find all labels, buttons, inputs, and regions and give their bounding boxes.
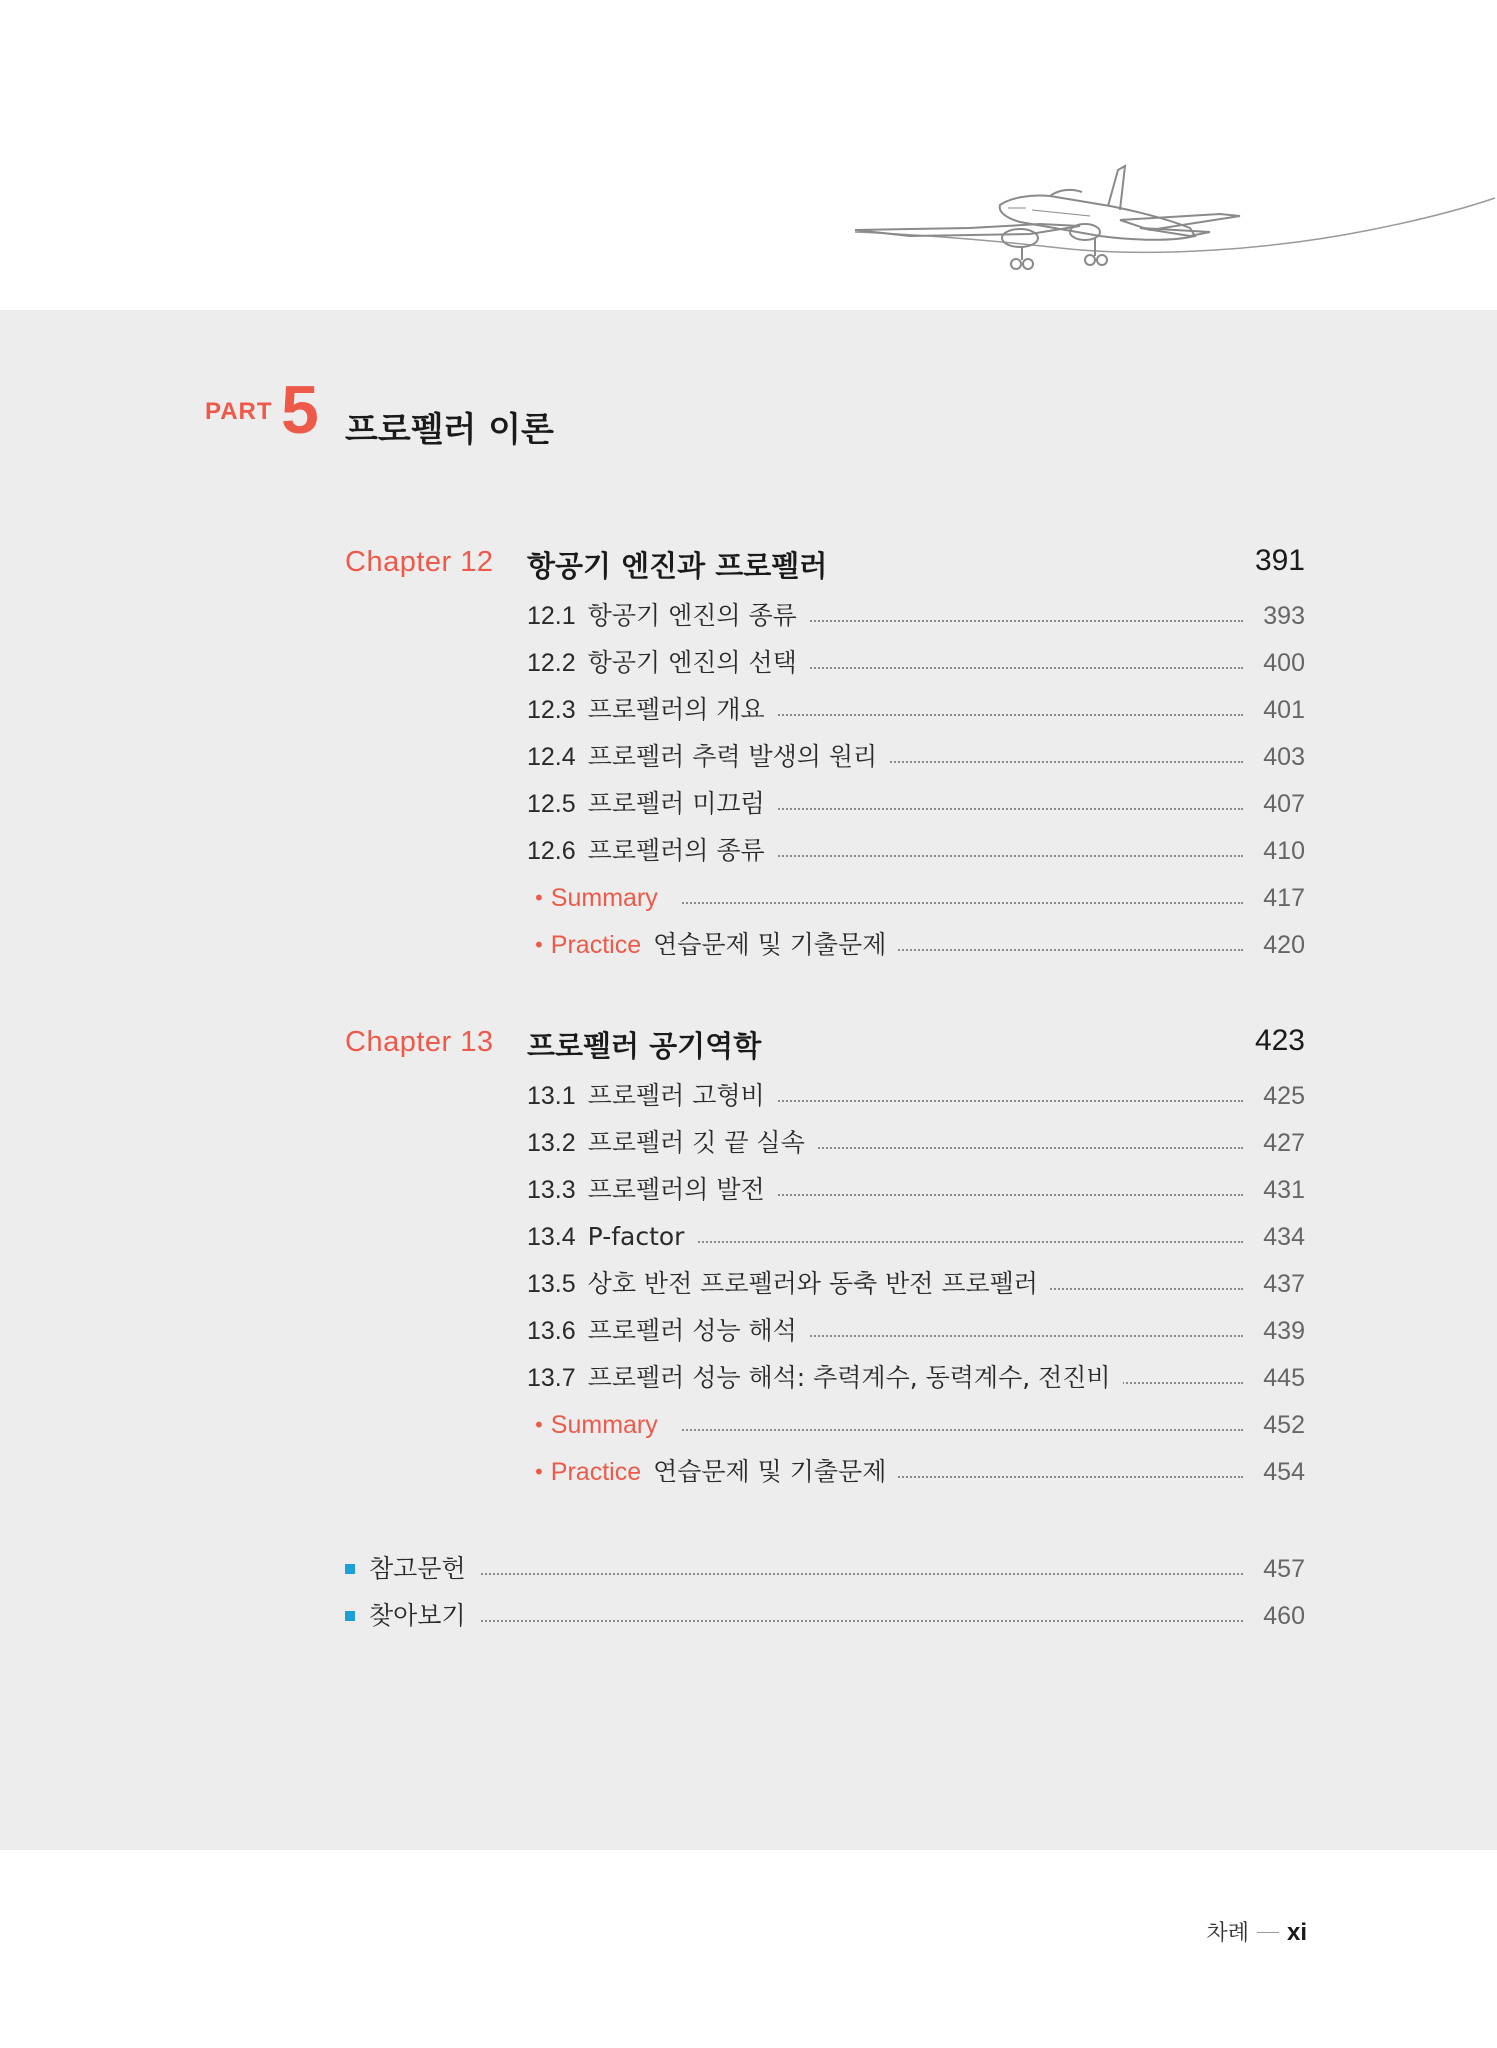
section-title: 프로펠러 추력 발생의 원리: [587, 742, 878, 771]
leader-dots: [345, 1620, 1243, 1622]
toc-entry[interactable]: [527, 1264, 1305, 1304]
footer-label: 차례: [1206, 1921, 1249, 1946]
section-page: 437: [1253, 1264, 1305, 1304]
appendix-page: 460: [1253, 1596, 1305, 1636]
toc-entry-practice[interactable]: [527, 925, 1305, 965]
section-page: 403: [1253, 737, 1305, 777]
section-number: 13.5: [527, 1270, 576, 1298]
practice-tag: Practice: [550, 931, 642, 959]
toc-entry[interactable]: [527, 690, 1305, 730]
section-title: 연습문제 및 기출문제: [653, 930, 887, 959]
footer-band: [0, 1850, 1497, 2048]
section-number: 12.2: [527, 649, 576, 677]
section-page: 434: [1253, 1217, 1305, 1257]
leader-dots: [345, 1573, 1243, 1575]
section-number: 13.1: [527, 1082, 576, 1110]
chapter-label: Chapter 12: [345, 546, 494, 578]
section-title: 항공기 엔진의 선택: [587, 648, 797, 677]
section-page: 407: [1253, 784, 1305, 824]
toc-entry[interactable]: [527, 643, 1305, 683]
chapter-title: 프로펠러 공기역학: [527, 1029, 762, 1063]
section-page: 439: [1253, 1311, 1305, 1351]
section-title: 항공기 엔진의 종류: [587, 601, 797, 630]
section-title: 프로펠러 성능 해석: 추력계수, 동력계수, 전진비: [587, 1363, 1111, 1392]
chapter-label: Chapter 13: [345, 1026, 494, 1058]
section-number: 13.2: [527, 1129, 576, 1157]
practice-tag: Practice: [550, 1458, 642, 1486]
toc-entry[interactable]: [527, 784, 1305, 824]
section-page: 431: [1253, 1170, 1305, 1210]
section-page: 393: [1253, 596, 1305, 636]
section-number: 13.4: [527, 1223, 576, 1251]
appendix-title: 참고문헌: [369, 1554, 466, 1583]
section-title: 프로펠러 깃 끝 실속: [587, 1128, 805, 1157]
bullet-dot: •: [533, 933, 545, 957]
toc-entry[interactable]: [527, 737, 1305, 777]
section-title: 프로펠러 미끄럼: [587, 789, 765, 818]
section-page: 427: [1253, 1123, 1305, 1163]
appendix-title: 찾아보기: [369, 1601, 466, 1630]
section-title: 프로펠러의 개요: [587, 695, 765, 724]
toc-entry-summary[interactable]: [527, 1405, 1305, 1445]
toc-entry-references[interactable]: [345, 1549, 1305, 1589]
appendix-page: 457: [1253, 1549, 1305, 1589]
toc-entry-practice[interactable]: [527, 1452, 1305, 1492]
toc-entry[interactable]: [527, 1170, 1305, 1210]
header-band: [0, 0, 1497, 310]
part-number: 5: [281, 372, 319, 448]
section-page: 445: [1253, 1358, 1305, 1398]
part-title: 프로펠러 이론: [345, 410, 554, 450]
bullet-dot: •: [533, 1460, 545, 1484]
part-word: PART: [205, 398, 273, 425]
footer-separator: [1257, 1932, 1279, 1933]
toc-entry[interactable]: [527, 1076, 1305, 1116]
chapter-heading[interactable]: [0, 540, 1497, 590]
section-page: 425: [1253, 1076, 1305, 1116]
section-number: 12.4: [527, 743, 576, 771]
page-footer: [1206, 1916, 1307, 1947]
airplane-icon: [850, 150, 1497, 300]
chapter-heading[interactable]: [0, 1020, 1497, 1070]
section-number: 12.3: [527, 696, 576, 724]
section-page: 420: [1253, 925, 1305, 965]
section-number: 13.6: [527, 1317, 576, 1345]
section-number: 12.6: [527, 837, 576, 865]
section-title: 상호 반전 프로펠러와 동축 반전 프로펠러: [587, 1269, 1038, 1298]
section-title: 프로펠러 고형비: [587, 1081, 765, 1110]
section-title: 프로펠러의 종류: [587, 836, 765, 865]
square-bullet-icon: [345, 1564, 355, 1574]
toc-entry-summary[interactable]: [527, 878, 1305, 918]
section-page: 454: [1253, 1452, 1305, 1492]
chapter-title: 항공기 엔진과 프로펠러: [527, 549, 828, 583]
section-number: 13.7: [527, 1364, 576, 1392]
section-title: 연습문제 및 기출문제: [653, 1457, 887, 1486]
section-number: 13.3: [527, 1176, 576, 1204]
toc-entry[interactable]: [527, 1217, 1305, 1257]
toc-entry-index[interactable]: [345, 1596, 1305, 1636]
toc-entry[interactable]: [527, 1358, 1305, 1398]
section-page: 410: [1253, 831, 1305, 871]
section-page: 400: [1253, 643, 1305, 683]
section-page: 401: [1253, 690, 1305, 730]
toc-entry[interactable]: [527, 596, 1305, 636]
section-number: 12.5: [527, 790, 576, 818]
footer-page-number: xi: [1286, 1919, 1307, 1946]
toc-entry[interactable]: [527, 1123, 1305, 1163]
section-page: 452: [1253, 1405, 1305, 1445]
summary-tag: Summary: [550, 884, 658, 912]
toc-entry[interactable]: [527, 1311, 1305, 1351]
section-page: 417: [1253, 878, 1305, 918]
square-bullet-icon: [345, 1611, 355, 1621]
bullet-dot: •: [533, 1413, 545, 1437]
chapter-page: 391: [1254, 544, 1305, 577]
summary-tag: Summary: [550, 1411, 658, 1439]
chapter-page: 423: [1254, 1024, 1305, 1057]
section-title: 프로펠러의 발전: [587, 1175, 765, 1204]
section-number: 12.1: [527, 602, 576, 630]
toc-entry[interactable]: [527, 831, 1305, 871]
section-title: 프로펠러 성능 해석: [587, 1316, 797, 1345]
section-title: P-factor: [587, 1222, 685, 1251]
bullet-dot: •: [533, 886, 545, 910]
